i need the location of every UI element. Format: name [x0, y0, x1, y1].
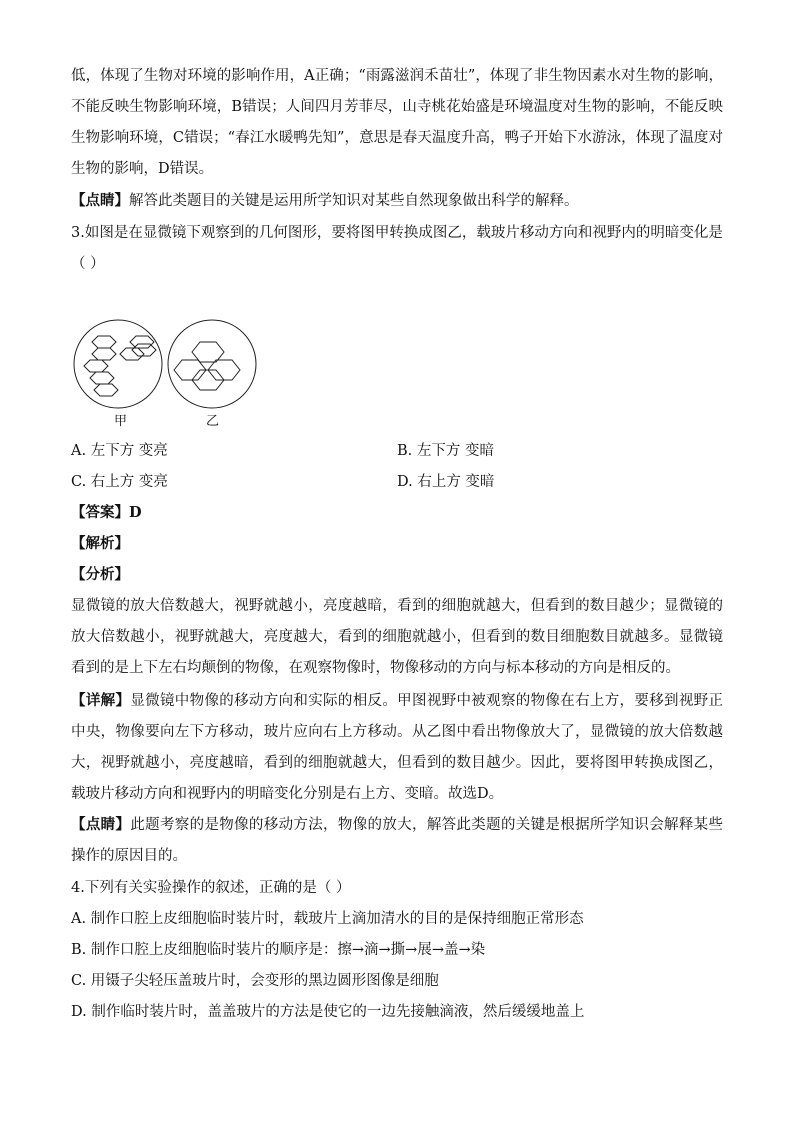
- q4-option-b: B. 制作口腔上皮细胞临时装片的顺序是：擦→滴→撕→展→盖→染: [71, 942, 486, 958]
- q3-analysis: 显微镜的放大倍数越大，视野就越小，亮度越暗，看到的细胞就越大，但看到的数目越少；显微镜的放大倍数越小，视野就越大，亮度越大，看到的细胞就越小，但看到的数目细胞数目就越多。显微镜看到的是上下左右均颠倒的物像，在观察物像时，物像移动的方向与标本移动的方向是相反的。: [71, 598, 723, 676]
- q3-option-d: D. 右上方 变暗: [397, 474, 495, 490]
- q3-detail: [71, 685, 723, 810]
- q4-option-a: A. 制作口腔上皮细胞临时装片时，载玻片上滴加清水的目的是保持细胞正常形态: [71, 911, 584, 927]
- detail-text: 显微镜中物像的移动方向和实际的相反。甲图视野中被观察的物像在右上方，要移到视野正中央，物像要向左下方移动，玻片应向右上方移动。从乙图中看出物像放大了，显微镜的放大倍数越大，视野就越小，亮度越暗，看到的细胞就越大，但看到的数目越少。因此，要将图甲转换成图乙，载玻片移动方向和视野内的明暗变化分别是右上方、变暗。故选D。: [71, 693, 724, 802]
- label-jia: 甲: [114, 414, 128, 429]
- field-jia: [74, 320, 162, 408]
- q3-stem: 3.如图是在显微镜下观察到的几何图形，要将图甲转换成图乙，载玻片移动方向和视野内的明暗变化是: [71, 225, 723, 241]
- q3-option-c: C. 右上方 变亮: [71, 474, 168, 490]
- q4-option-d: D. 制作临时装片时，盖盖玻片的方法是使它的一边先接触滴液，然后缓缓地盖上: [71, 1004, 585, 1020]
- q3-paren: （ ）: [71, 256, 105, 272]
- answer-value: D: [129, 504, 142, 521]
- q4-option-c: C. 用镊子尖轻压盖玻片时，会变形的黑边圆形图像是细胞: [71, 973, 439, 989]
- microscope-figure: [72, 318, 267, 433]
- q2-continuation: 低，体现了生物对环境的影响作用，A正确；“雨露滋润禾苗壮”，体现了非生物因素水对生物的影响，不能反映生物影响环境，B错误；人间四月芳菲尽，山寺桃花始盛是环境温度对生物的影响，不能反映生物影响环境，C错误；“春江水暖鸭先知”，意思是春天温度升高，鸭子开始下水游泳，体现了温度对生物的影响，D错误。: [71, 68, 723, 177]
- detail-tag: 【详解】: [71, 692, 131, 709]
- tip-tag: 【点睛】: [71, 192, 129, 209]
- tip-text: 解答此类题目的关键是运用所学知识对某些自然现象做出科学的解释。: [129, 193, 579, 209]
- answer-tag: 【答案】: [71, 504, 129, 521]
- q3-option-b: B. 左下方 变暗: [397, 443, 494, 459]
- q3-option-a: A. 左下方 变亮: [71, 443, 168, 459]
- q3-tip: [71, 809, 723, 872]
- tip-text: 此题考察的是物像的移动方法，物像的放大，解答此类题的关键是根据所学知识会解释某些操作的原因目的。: [71, 817, 724, 864]
- q3-jiexi: 【解析】: [71, 535, 129, 552]
- q3-fenxi: 【分析】: [71, 566, 129, 583]
- tip-tag: 【点睛】: [71, 816, 131, 833]
- q4-stem: 4.下列有关实验操作的叙述，正确的是（ ）: [71, 880, 351, 896]
- q2-tip: [71, 191, 579, 211]
- label-yi: 乙: [206, 414, 220, 429]
- q3-answer: [71, 503, 142, 523]
- field-yi: [168, 320, 256, 408]
